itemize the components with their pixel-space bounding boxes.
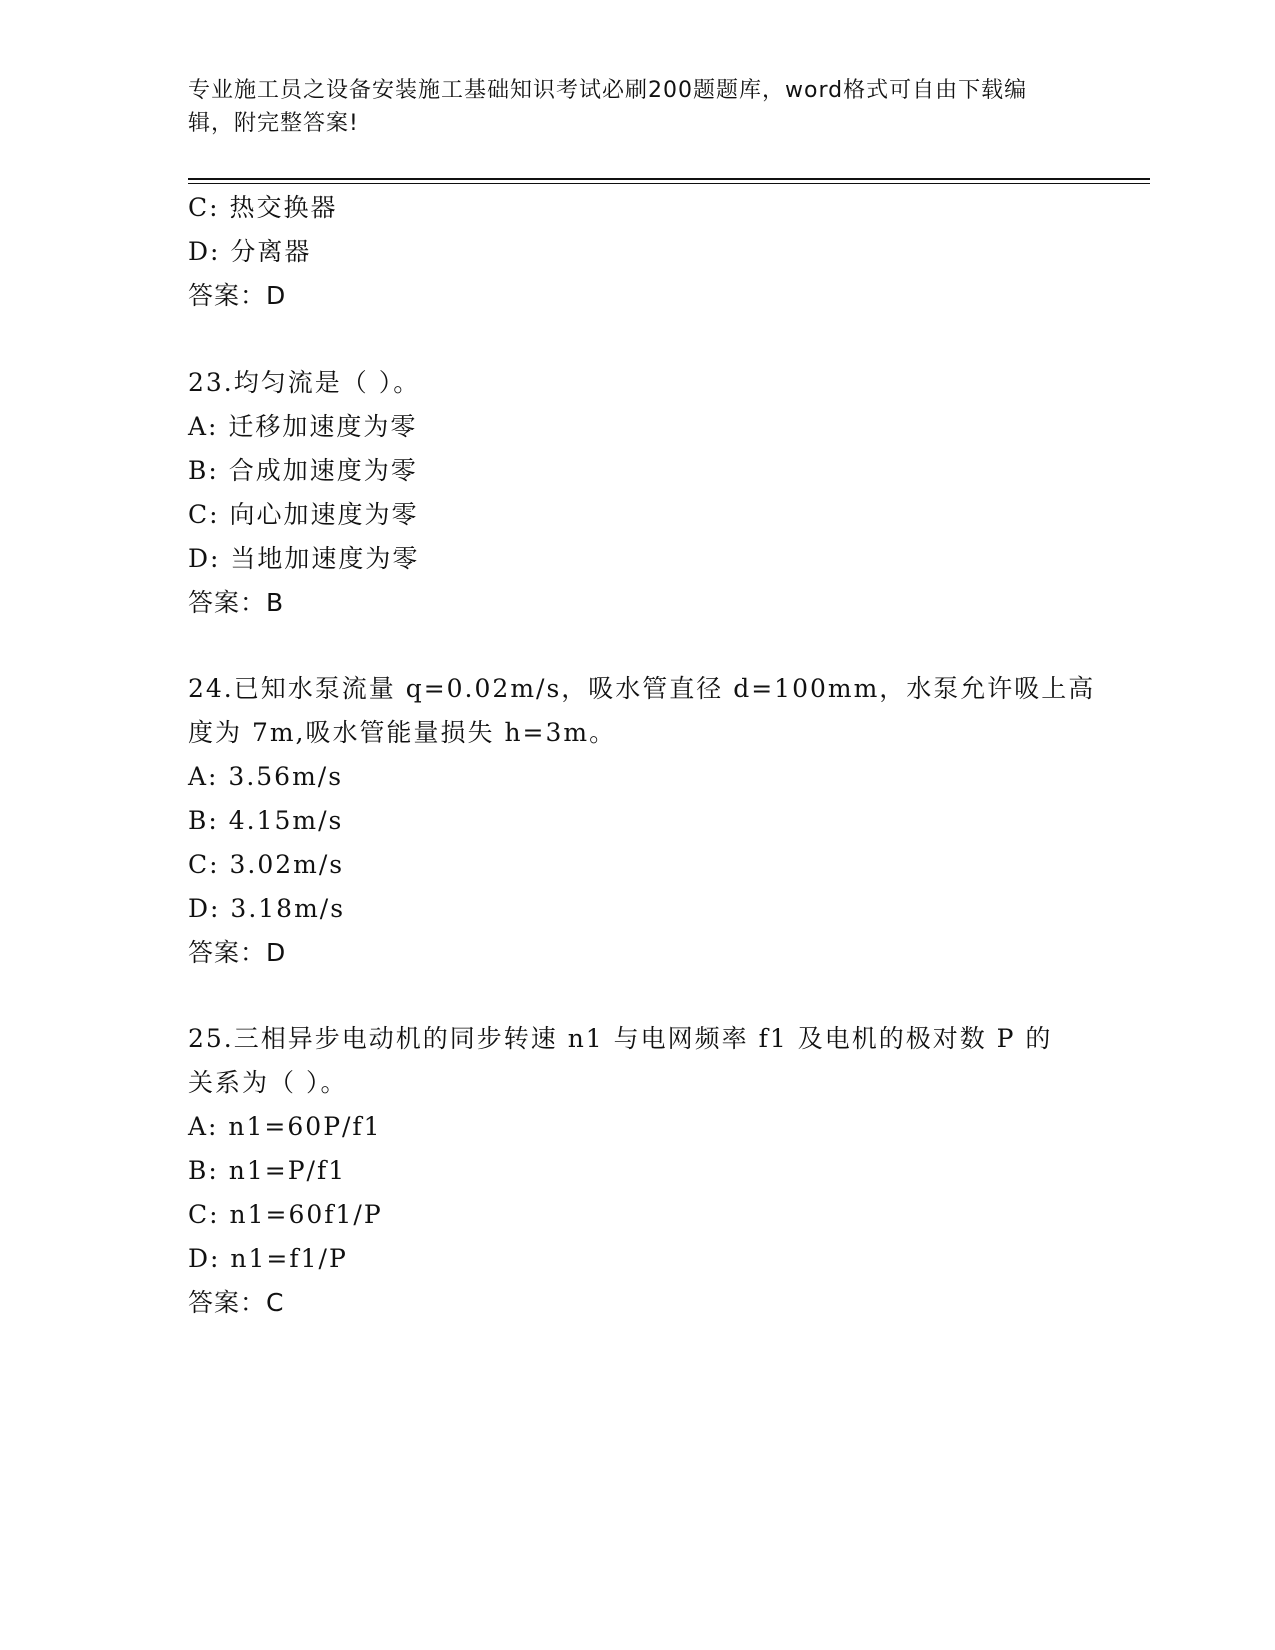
q25-option-c: C: n1=60f1/P	[188, 1200, 383, 1229]
q25-answer: 答案：C	[188, 1288, 285, 1317]
q23-option-d: D: 当地加速度为零	[188, 544, 420, 573]
q24-stem-line2: 度为 7m,吸水管能量损失 h=3m。	[188, 718, 617, 747]
q23-option-a: A: 迁移加速度为零	[188, 412, 418, 441]
q24-answer: 答案：D	[188, 938, 287, 967]
q23-option-b: B: 合成加速度为零	[188, 456, 418, 485]
q22-answer: 答案：D	[188, 281, 287, 310]
q24-option-c: C: 3.02m/s	[188, 850, 345, 879]
q24-stem-line1: 24.已知水泵流量 q=0.02m/s，吸水管直径 d=100mm，水泵允许吸上高	[188, 674, 1096, 703]
q25-stem-line1: 25.三相异步电动机的同步转速 n1 与电网频率 f1 及电机的极对数 P 的	[188, 1024, 1053, 1053]
q24-option-b: B: 4.15m/s	[188, 806, 344, 835]
q24-option-d: D: 3.18m/s	[188, 894, 346, 923]
q25-stem-line2: 关系为（ ）。	[188, 1068, 348, 1097]
q23-option-c: C: 向心加速度为零	[188, 500, 419, 529]
q22-option-d: D: 分离器	[188, 237, 312, 266]
document-header: 专业施工员之设备安装施工基础知识考试必刷200题题库，word格式可自由下载编辑，附完整答案!	[188, 78, 1028, 136]
q22-option-c: C: 热交换器	[188, 193, 338, 222]
q23-answer: 答案：B	[188, 588, 285, 617]
header-divider-thin	[188, 183, 1150, 184]
q25-option-a: A: n1=60P/f1	[188, 1112, 382, 1141]
q23-stem: 23.均匀流是（ ）。	[188, 368, 421, 397]
q25-option-b: B: n1=P/f1	[188, 1156, 347, 1185]
header-divider-thick	[188, 178, 1150, 180]
q24-option-a: A: 3.56m/s	[188, 762, 344, 791]
q25-option-d: D: n1=f1/P	[188, 1244, 348, 1273]
